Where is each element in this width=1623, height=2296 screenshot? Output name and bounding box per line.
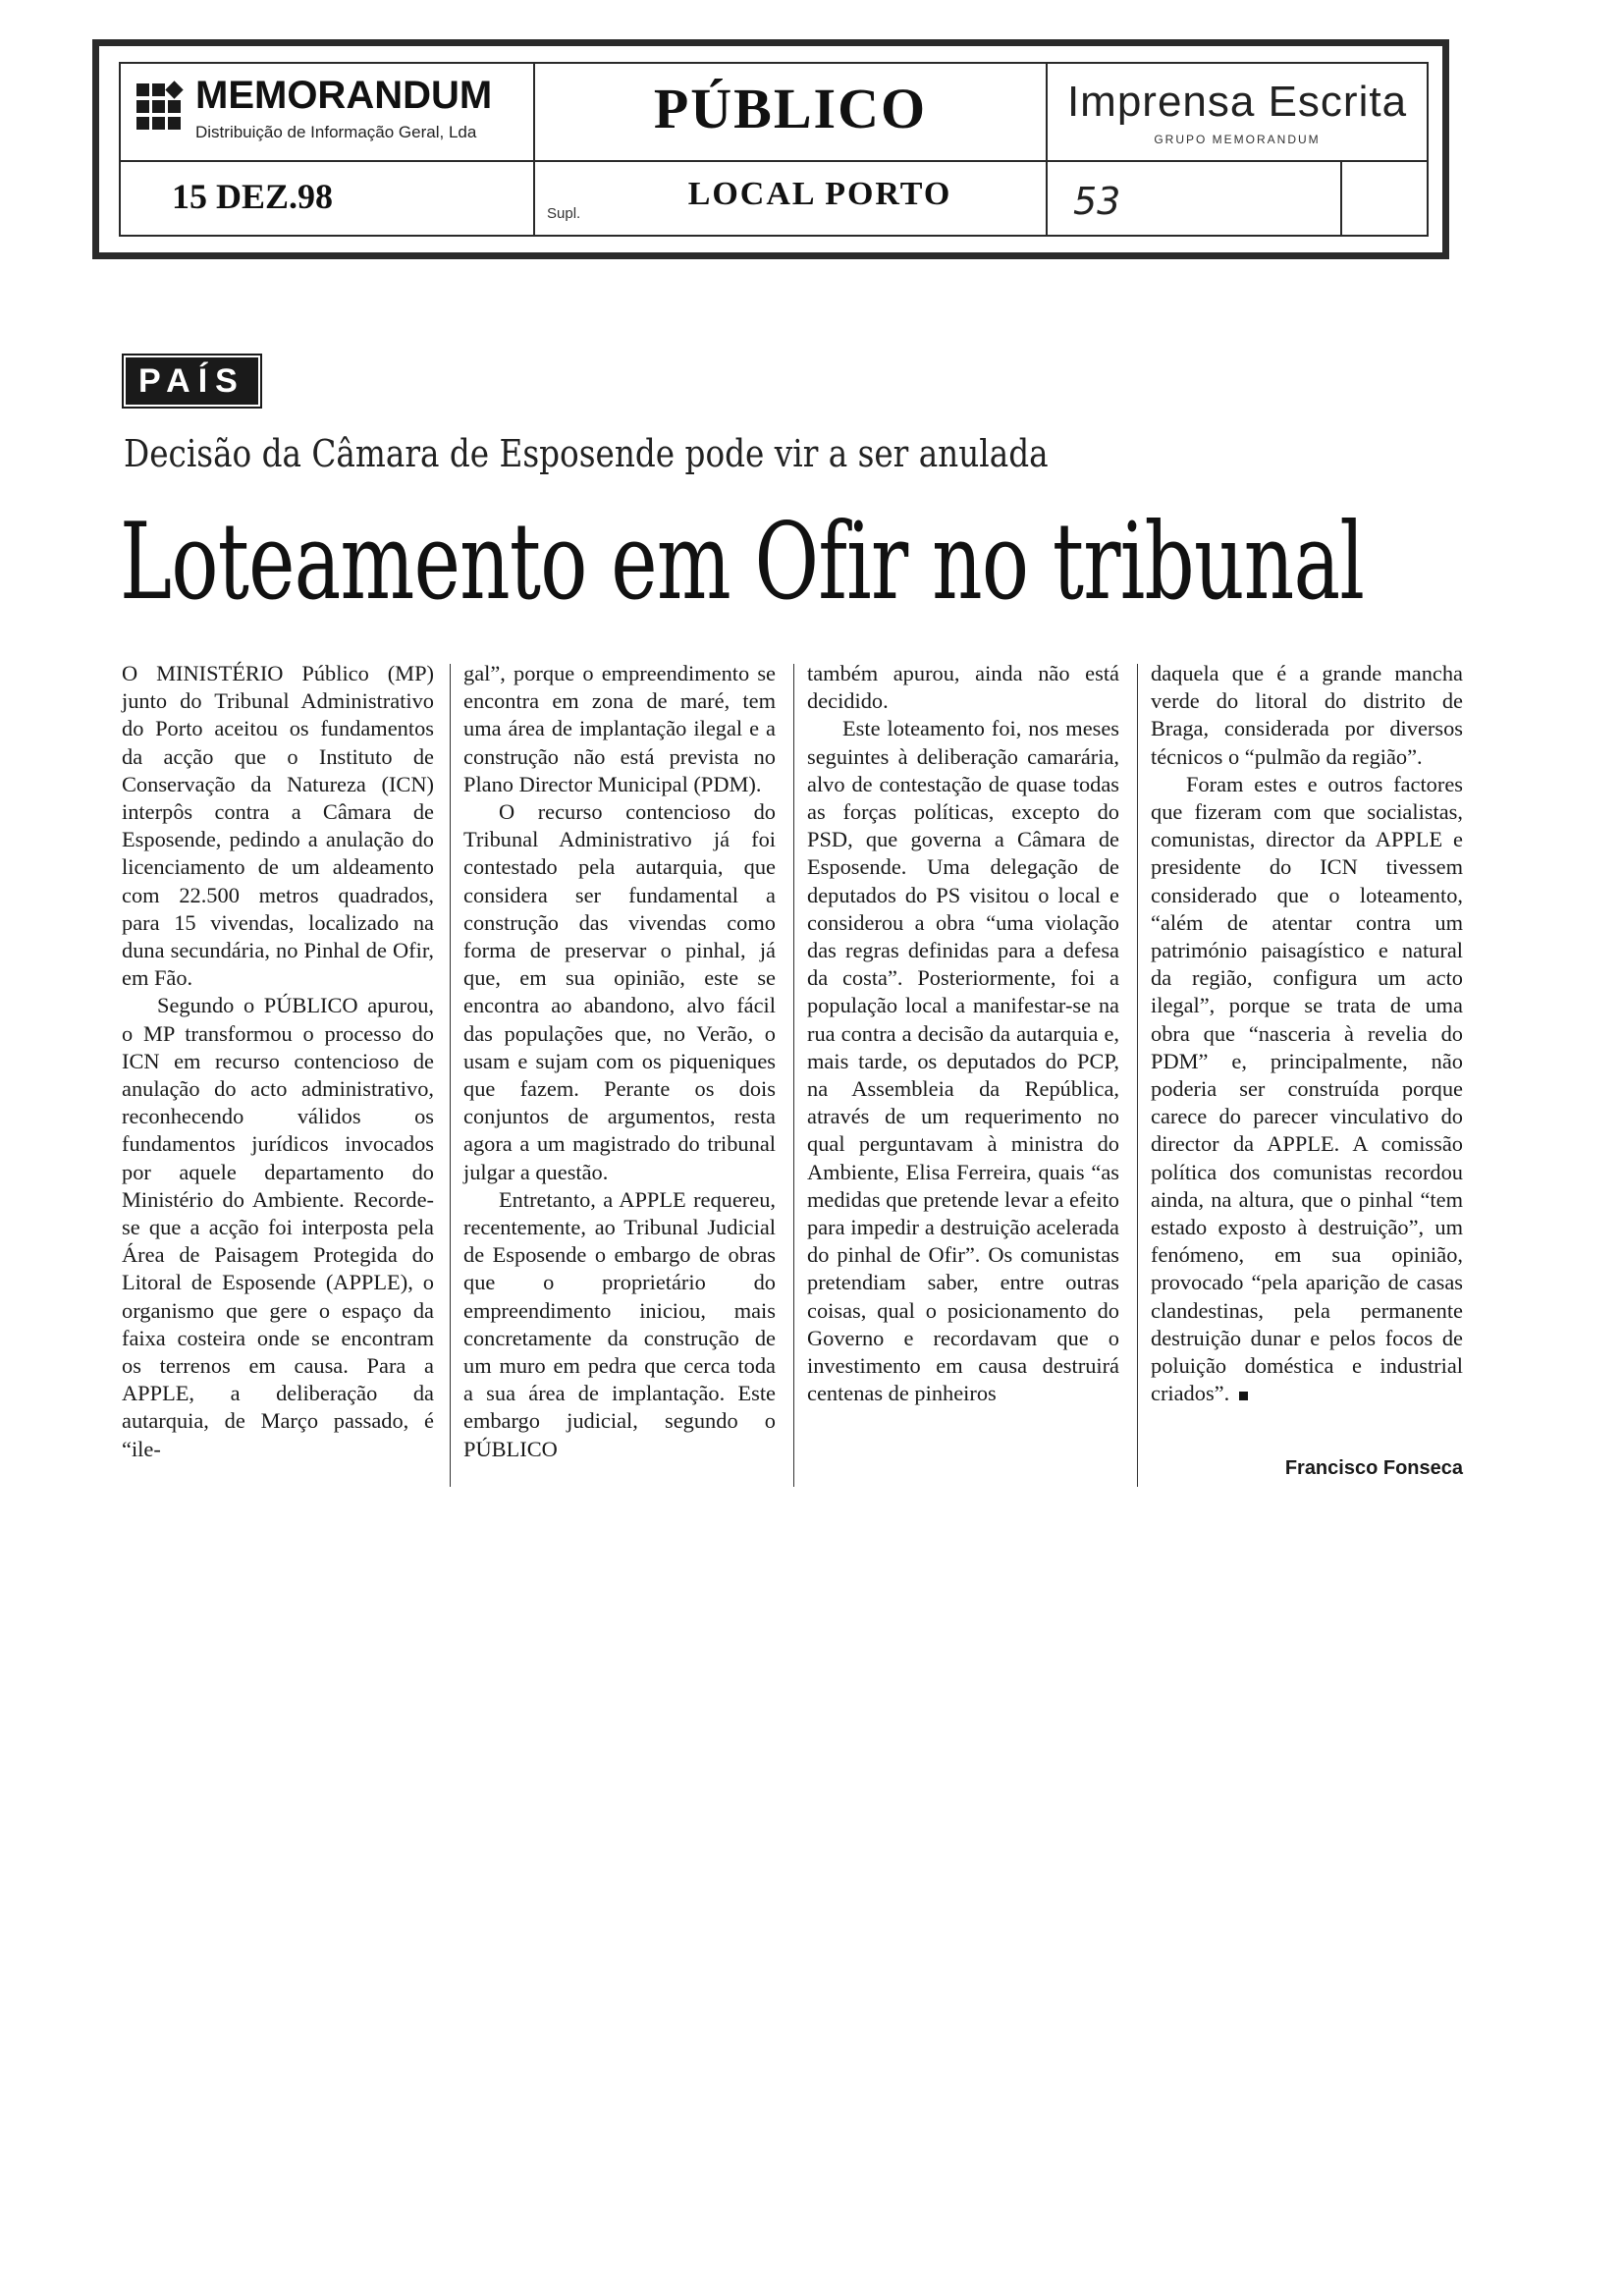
paragraph-text: Foram estes e outros factores que fizeram com que socialistas, comunistas, director da APPLE e presidente do ICN tivessem considerado que o loteamento, “além de atentar contra um património paisagístico e natural da região, configura um acto ilegal”, porque se trata de uma obra que “nasceria à revelia do PDM” e, principalmente, não poderia ser construída porque carece do parecer vinculativo do director da APPLE. A comissão política dos comunistas recordou ainda, na altura, que o pinhal “tem estado exposto à destruição”, um fenómeno, em sua opinião, provocado “pela aparição de casas clandestinas, pela permanente destruição dunar e pelos focos de poluição doméstica e industrial criados”.: [1151, 771, 1463, 1406]
article-column-1: [122, 660, 434, 1463]
logo-name: MEMORANDUM: [195, 74, 493, 117]
memorandum-logo-icon: [136, 83, 188, 131]
article-headline: Loteamento em Ofir no tribunal: [120, 501, 1365, 624]
article-column-3: [807, 660, 1119, 1407]
paragraph: Este loteamento foi, nos meses seguintes à deliberação camarária, alvo de contestação de quase todas as forças políticas, excepto do PSD, que governa a Câmara de Esposende. Uma delegação de deputados do PS visitou o local e considerou a obra “uma violação das regras definidas para a defesa da costa”. Posteriormente, foi a população local a manifestar-se na rua contra a decisão da autarquia e, mais tarde, os deputados do PCP, na Assembleia da República, através de um requerimento no qual perguntavam à ministra do Ambiente, Elisa Ferreira, quais “as medidas que pretende levar a efeito para impedir a destruição acelerada do pinhal de Ofir”. Os comunistas pretendiam saber, entre outras coisas, qual o posicionamento do Governo e recordavam que o investimento em causa destruirá centenas de pinheiros: [807, 716, 1119, 1406]
article-column-2: [463, 660, 776, 1463]
article-byline: Francisco Fonseca: [1284, 1457, 1463, 1479]
article-column-4: [1151, 660, 1463, 1407]
page-number-cell: [1048, 162, 1342, 235]
paragraph: gal”, porque o empreendimento se encontra em zona de maré, tem uma área de implantação ilegal e a construção não está prevista no Plano Director Municipal (PDM).: [463, 661, 776, 796]
logo-cell: [121, 64, 535, 162]
paragraph: também apurou, ainda não está decidido.: [807, 661, 1119, 714]
supplement-name: LOCAL PORTO: [687, 176, 952, 212]
column-rule: [793, 664, 794, 1487]
paragraph-final: [1151, 771, 1463, 1408]
paragraph: O recurso contencioso do Tribunal Administrativo já foi contestado pela autarquia, que considera ser fundamental a construção das vivendas como forma de preservar o pinhal, já que, em sua opinião, este se encontra ao abandono, alvo fácil das populações que, no Verão, o usam e sujam com os piqueniques que fazem. Perante os dois conjuntos de argumentos, resta agora a um magistrado do tribunal julgar a questão.: [463, 799, 776, 1184]
publication-name: PÚBLICO: [653, 77, 928, 140]
date-cell: [121, 162, 535, 235]
paragraph: daquela que é a grande mancha verde do litoral do distrito de Braga, considerada por diversos técnicos o “pulmão da região”.: [1151, 661, 1463, 769]
logo-subtitle: Distribuição de Informação Geral, Lda: [195, 123, 477, 141]
paragraph: Segundo o PÚBLICO apurou, o MP transformou o processo do ICN em recurso contencioso de anulação do acto administrativo, reconhecendo válidos os fundamentos jurídicos invocados por aquele departamento do Ministério do Ambiente. Recorde-se que a acção foi interposta pela Área de Paisagem Protegida do Litoral de Esposende (APPLE), o organismo que gere o espaço da faixa costeira onde se encontram os terrenos em causa. Para a APPLE, a deliberação da autarquia, de Março passado, é “ile-: [122, 993, 434, 1461]
empty-cell: [1342, 162, 1427, 235]
end-mark-icon: [1239, 1392, 1248, 1400]
supplement-cell: [535, 162, 1048, 235]
clipping-header-grid: [119, 62, 1429, 237]
clipping-date: 15 DEZ.98: [172, 177, 334, 216]
press-type: Imprensa Escrita: [1066, 78, 1408, 126]
section-tag: PAÍS: [126, 357, 258, 405]
supplement-label: Supl.: [547, 205, 581, 222]
page-number: 53: [1073, 180, 1121, 223]
press-group: GRUPO MEMORANDUM: [1154, 133, 1321, 146]
paragraph: O MINISTÉRIO Público (MP) junto do Tribunal Administrativo do Porto aceitou os fundamentos da acção que o Instituto de Conservação da Natureza (ICN) interpôs contra a Câmara de Esposende, pedindo a anulação do licenciamento de um aldeamento com 22.500 metros quadrados, para 15 vivendas, localizado na duna secundária, no Pinhal de Ofir, em Fão.: [122, 661, 434, 991]
clipping-header: [92, 39, 1449, 259]
article-kicker: Decisão da Câmara de Esposende pode vir a ser anulada: [124, 432, 1049, 475]
column-rule: [1137, 664, 1138, 1487]
press-type-cell: [1048, 64, 1427, 162]
publication-cell: [535, 64, 1048, 162]
column-rule: [450, 664, 451, 1487]
paragraph: Entretanto, a APPLE requereu, recentemente, ao Tribunal Judicial de Esposende o embargo de obras que o proprietário do empreendimento iniciou, mais concretamente da construção de um muro em pedra que cerca toda a sua área de implantação. Este embargo judicial, segundo o PÚBLICO: [463, 1186, 776, 1461]
